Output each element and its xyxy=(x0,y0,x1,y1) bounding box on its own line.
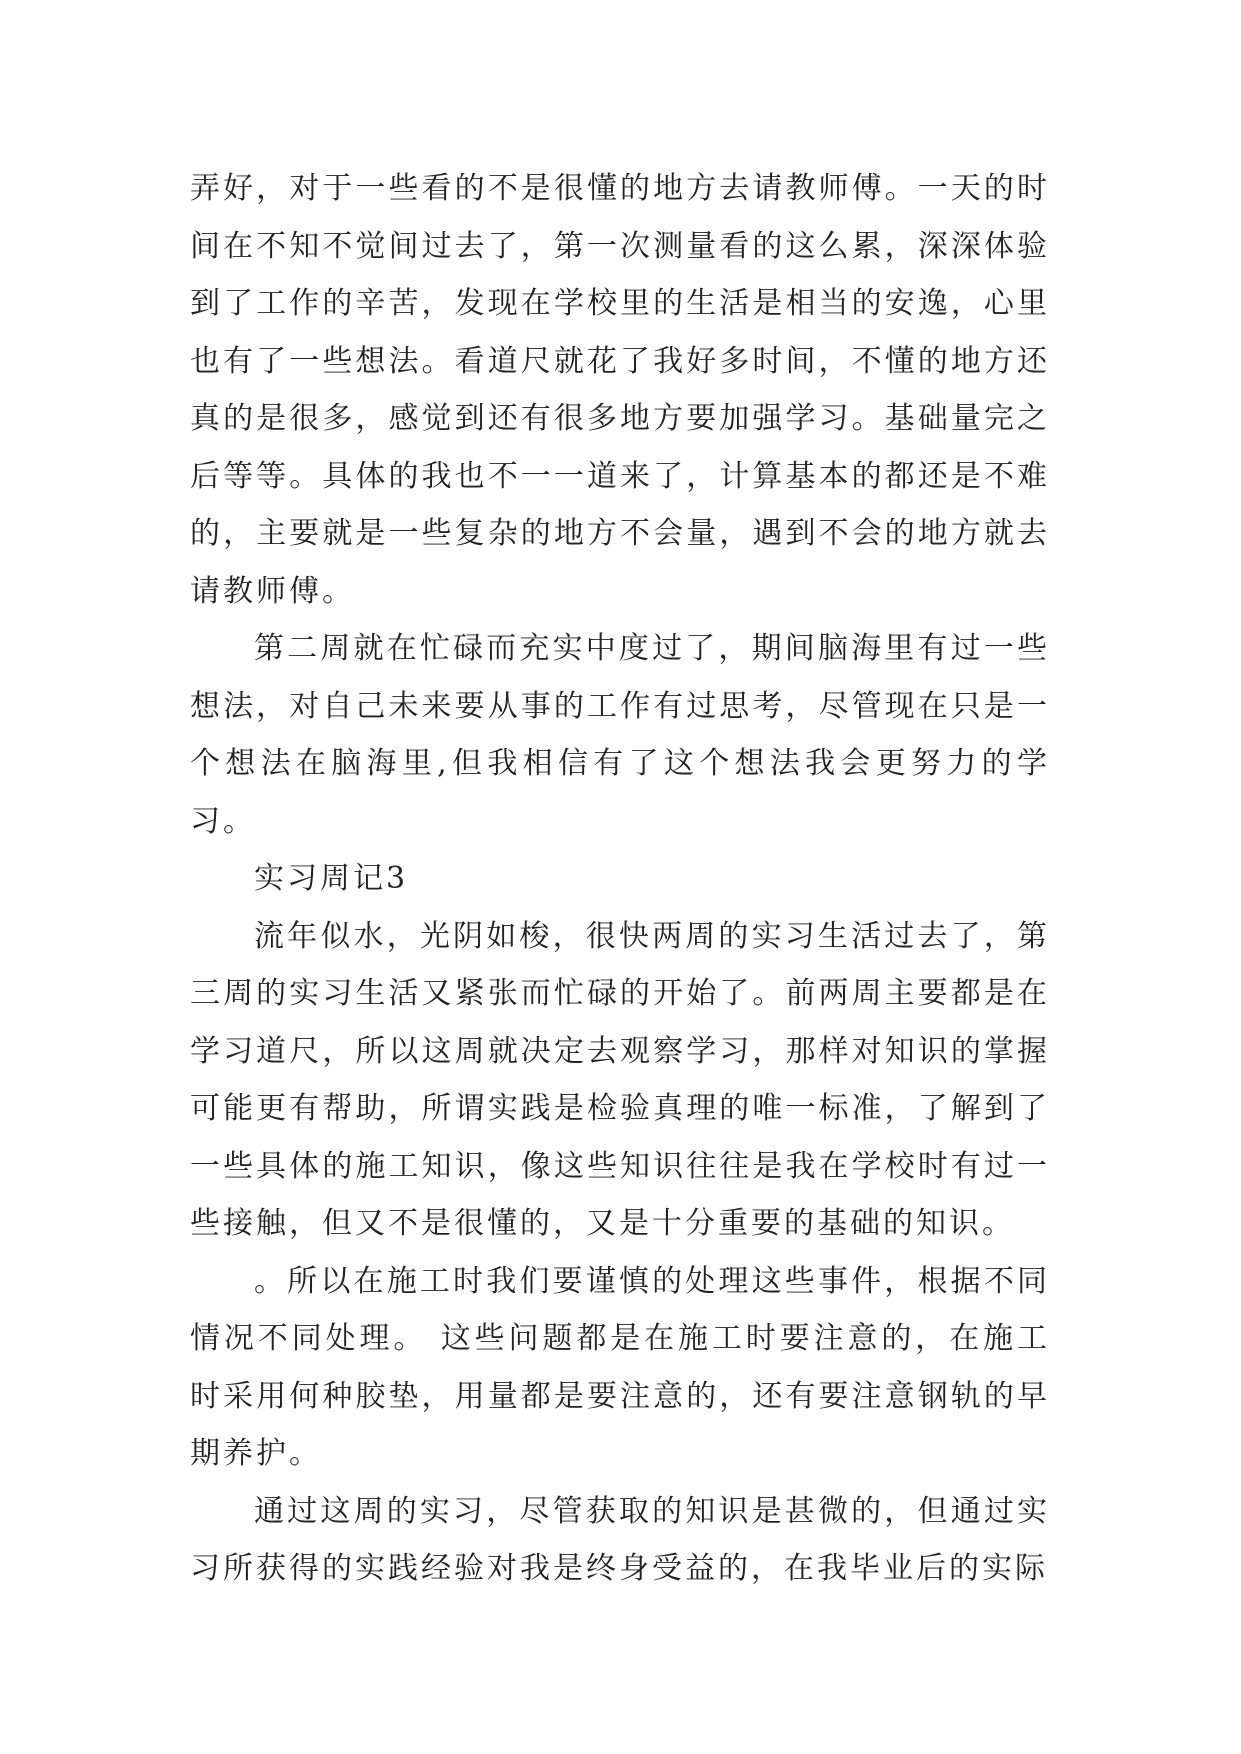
section-heading-week-three: 实习周记3 xyxy=(254,861,409,896)
document-body xyxy=(190,160,1050,1598)
paragraph-continuation: 弄好，对于一些看的不是很懂的地方去请教师傅。一天的时间在不知不觉间过去了，第一次测量看的这么累，深深体验到了工作的辛苦，发现在学校里的生活是相当的安逸，心里也有了一些想法。看道尺就花了我好多时间，不懂的地方还真的是很多，感觉到还有很多地方要加强学习。基础量完之后等等。具体的我也不一一道来了，计算基本的都还是不难的，主要就是一些复杂的地方不会量，遇到不会的地方就去请教师傅。 xyxy=(190,171,1050,609)
paragraph-construction-notes: 。所以在施工时我们要谨慎的处理这些事件，根据不同情况不同处理。 这些问题都是在施工时要注意的，在施工时采用何种胶垫，用量都是要注意的，还有要注意钢轨的早期养护。 xyxy=(190,1263,1050,1471)
paragraph-week-three-reflection: 通过这周的实习，尽管获取的知识是甚微的，但通过实习所获得的实践经验对我是终身受益的，在我毕业后的实际 xyxy=(190,1493,1050,1586)
paragraph-week-three-intro: 流年似水，光阴如梭，很快两周的实习生活过去了，第三周的实习生活又紧张而忙碌的开始了。前两周主要都是在学习道尺，所以这周就决定去观察学习，那样对知识的掌握可能更有帮助，所谓实践是检验真理的唯一标准，了解到了一些具体的施工知识，像这些知识往往是我在学校时有过一些接触，但又不是很懂的，又是十分重要的基础的知识。 xyxy=(190,918,1050,1241)
paragraph-week-two-summary: 第二周就在忙碌而充实中度过了，期间脑海里有过一些想法，对自己未来要从事的工作有过思考，尽管现在只是一个想法在脑海里,但我相信有了这个想法我会更努力的学习。 xyxy=(190,631,1050,839)
